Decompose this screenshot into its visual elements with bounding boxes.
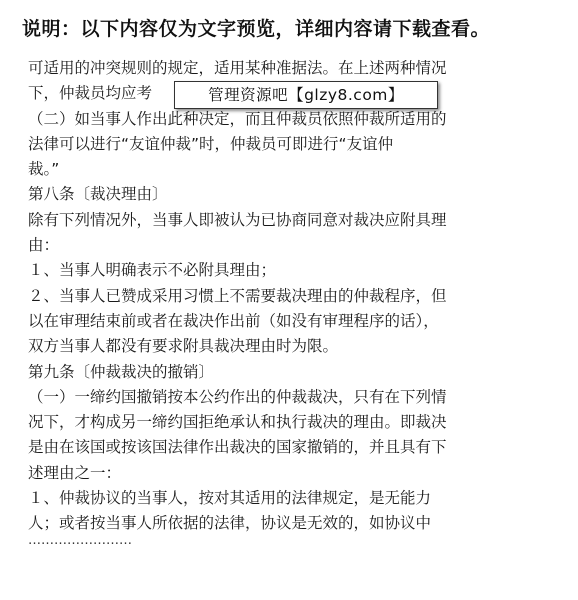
document-line: 法律可以进行“友谊仲裁”时，仲裁员可即进行“友谊仲: [28, 134, 394, 153]
document-line: 第九条〔仲裁裁决的撤销〕: [28, 362, 215, 381]
document-line: 是由在该国或按该国法律作出裁决的国家撤销的，并且具有下: [28, 438, 447, 457]
document-line: １、当事人明确表示不必附具理由；: [28, 261, 277, 280]
document-line: 双方当事人都没有要求附具裁决理由时为限。: [28, 337, 339, 356]
document-line: １、仲裁协议的当事人，按对其适用的法律规定，是无能力: [28, 489, 432, 508]
document-line: ２、当事人已赞成采用习惯上不需要裁决理由的仲裁程序，但: [28, 286, 447, 305]
preview-notice-title: 说明：以下内容仅为文字预览，详细内容请下载查看。: [22, 18, 491, 40]
document-line: 除有下列情况外，当事人即被认为已协商同意对裁决应附具理: [28, 210, 447, 229]
document-line: 第八条〔裁决理由〕: [28, 185, 168, 204]
document-line: 可适用的冲突规则的规定，适用某种准据法。在上述两种情况: [28, 59, 447, 77]
document-line: 况下，才构成另一缔约国拒绝承认和执行裁决的理由。即裁决: [28, 413, 447, 432]
document-line: （一）一缔约国撤销按本公约作出的仲裁裁决，只有在下列情: [28, 387, 447, 406]
document-line: 裁。”: [28, 160, 60, 179]
watermark-banner: 管理资源吧【glzy8.com】: [174, 81, 438, 109]
document-body: [28, 56, 548, 537]
document-line: 下，仲裁员均应考: [28, 84, 153, 103]
truncation-ellipsis: ……………………: [28, 533, 132, 548]
document-line: 以在审理结束前或者在裁决作出前（如没有审理程序的话），: [28, 311, 439, 330]
document-line: （二）如当事人作出此种决定，而且仲裁员依照仲裁所适用的: [28, 109, 447, 128]
document-line: 述理由之一：: [28, 463, 122, 482]
document-line: 人；或者按当事人所依据的法律，协议是无效的，如协议中: [28, 514, 432, 533]
document-line: 由：: [28, 236, 60, 255]
